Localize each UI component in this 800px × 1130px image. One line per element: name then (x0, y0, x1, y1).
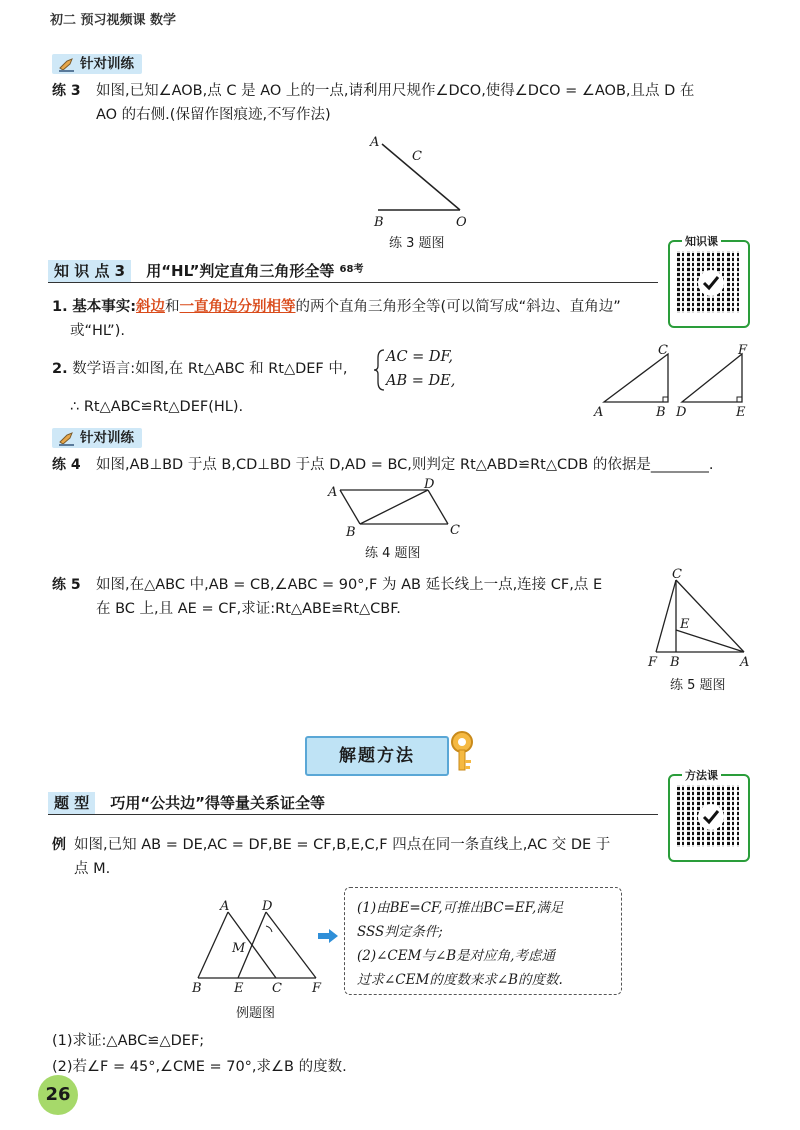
problem-type-title: 巧用“公共边”得等量关系证全等 (110, 794, 326, 812)
question-2: (2)若∠F = 45°,∠CME = 70°,求∠B 的度数. (52, 1059, 347, 1075)
point-label-a: A (328, 485, 338, 500)
check-icon (698, 270, 724, 296)
hand-pencil-icon (58, 430, 76, 446)
point-label-c: C (412, 149, 422, 164)
point-label-b: B (374, 215, 384, 230)
hint-line-3: (2)∠CEM与∠B是对应角,考虑通 (357, 948, 555, 964)
arrow-right-icon (316, 928, 340, 944)
equation-ac-df: AC = DF, (386, 349, 453, 365)
point-label-c: C (658, 343, 668, 358)
kp3-item-1: 1. 基本事实:斜边和一直角边分别相等的两个直角三角形全等(可以简写成“斜边、直角边” (52, 299, 621, 315)
point-label-e: E (680, 617, 690, 632)
exercise-4-figure (320, 478, 470, 538)
hint-line-2: SSS判定条件; (357, 924, 443, 940)
point-label-c: C (272, 981, 282, 996)
point-label-b: B (670, 655, 680, 670)
exercise-4-text: 如图,AB⊥BD 于点 B,CD⊥BD 于点 D,AD = BC,则判定 Rt△ABD≌Rt△CDB 的依据是________. (96, 457, 714, 473)
qr-code-method[interactable] (668, 769, 750, 862)
example-line-2: 点 M. (74, 861, 111, 877)
point-label-b: B (656, 405, 666, 420)
hint-line-4: 过求∠CEM的度数来求∠B的度数. (357, 972, 563, 988)
hint-line-1: (1)由BE=CF,可推出BC=EF,满足 (357, 900, 564, 916)
problem-type-tag: 题 型 (48, 792, 95, 814)
qr-label: 方法课 (682, 767, 721, 783)
hint-box (344, 887, 622, 995)
knowledge-point-3-tag: 知 识 点 3 (48, 260, 131, 282)
equation-ab-de: AB = DE, (386, 373, 456, 389)
point-label-a: A (594, 405, 604, 420)
exercise-5-line-2: 在 BC 上,且 AE = CF,求证:Rt△ABE≌Rt△CBF. (96, 601, 401, 617)
exercise-5-figure (640, 566, 760, 674)
check-icon (698, 804, 724, 830)
point-label-f: F (648, 655, 658, 670)
qr-code-knowledge[interactable] (668, 235, 750, 328)
kp3-item-2: 2. 数学语言:如图,在 Rt△ABC 和 Rt△DEF 中, (52, 361, 348, 377)
knowledge-point-3-title: 用“HL”判定直角三角形全等 (146, 262, 335, 280)
running-header: 初二 预习视频课 数学 (50, 13, 177, 28)
point-label-d: D (424, 478, 435, 492)
kp3-conclusion: ∴ Rt△ABC≌Rt△DEF(HL). (70, 399, 244, 415)
exercise-3-label: 练 3 (52, 83, 81, 99)
practice-tag-label: 针对训练 (80, 56, 134, 72)
point-label-b: B (346, 525, 356, 538)
exercise-5-caption: 练 5 题图 (670, 678, 726, 693)
exercise-3-caption: 练 3 题图 (389, 236, 445, 251)
exercise-3-figure (360, 130, 490, 230)
point-label-c: C (450, 523, 460, 538)
point-label-d: D (676, 405, 687, 420)
method-section-banner: 解题方法 (305, 736, 449, 776)
problem-type-header (48, 792, 658, 815)
practice-tag (52, 54, 142, 74)
kp3-item-1-line-2: 或“HL”). (70, 323, 125, 339)
example-figure (186, 896, 326, 996)
point-label-e: E (234, 981, 244, 996)
practice-tag-2 (52, 428, 142, 448)
exam-frequency: 68考 (339, 264, 364, 275)
triangle-def (682, 354, 742, 402)
example-caption: 例题图 (236, 1006, 276, 1021)
example-label: 例 (52, 837, 66, 853)
exercise-3-line-1: 如图,已知∠AOB,点 C 是 AO 上的一点,请利用尺规作∠DCO,使得∠DCO = ∠AOB,且点 D 在 (96, 83, 695, 99)
point-label-m: M (232, 941, 246, 956)
exercise-4-label: 练 4 (52, 457, 81, 473)
triangle-abc (604, 354, 668, 402)
point-label-e: E (736, 405, 746, 420)
practice-tag-label: 针对训练 (80, 430, 134, 446)
point-label-c: C (672, 567, 682, 582)
hand-pencil-icon (58, 56, 76, 72)
example-line-1: 如图,已知 AB = DE,AC = DF,BE = CF,B,E,C,F 四点在同一条直线上,AC 交 DE 于 (74, 837, 611, 853)
exercise-5-line-1: 如图,在△ABC 中,AB = CB,∠ABC = 90°,F 为 AB 延长线上一点,连接 CF,点 E (96, 577, 603, 593)
point-label-a: A (740, 655, 750, 670)
point-label-a: A (370, 135, 380, 150)
kp3-figure (590, 340, 760, 420)
qr-label: 知识课 (682, 233, 721, 249)
exercise-3-line-2: AO 的右侧.(保留作图痕迹,不写作法) (96, 107, 331, 123)
point-label-f: F (738, 343, 748, 358)
page-number: 26 (38, 1075, 78, 1115)
point-label-o: O (456, 215, 467, 230)
question-1: (1)求证:△ABC≌△DEF; (52, 1033, 205, 1049)
point-label-b: B (192, 981, 202, 996)
point-label-d: D (262, 899, 273, 914)
exercise-4-caption: 练 4 题图 (365, 546, 421, 561)
exercise-5-label: 练 5 (52, 577, 81, 593)
knowledge-point-3-header (48, 260, 658, 283)
point-label-f: F (312, 981, 322, 996)
point-label-a: A (220, 899, 230, 914)
key-icon (444, 728, 478, 774)
